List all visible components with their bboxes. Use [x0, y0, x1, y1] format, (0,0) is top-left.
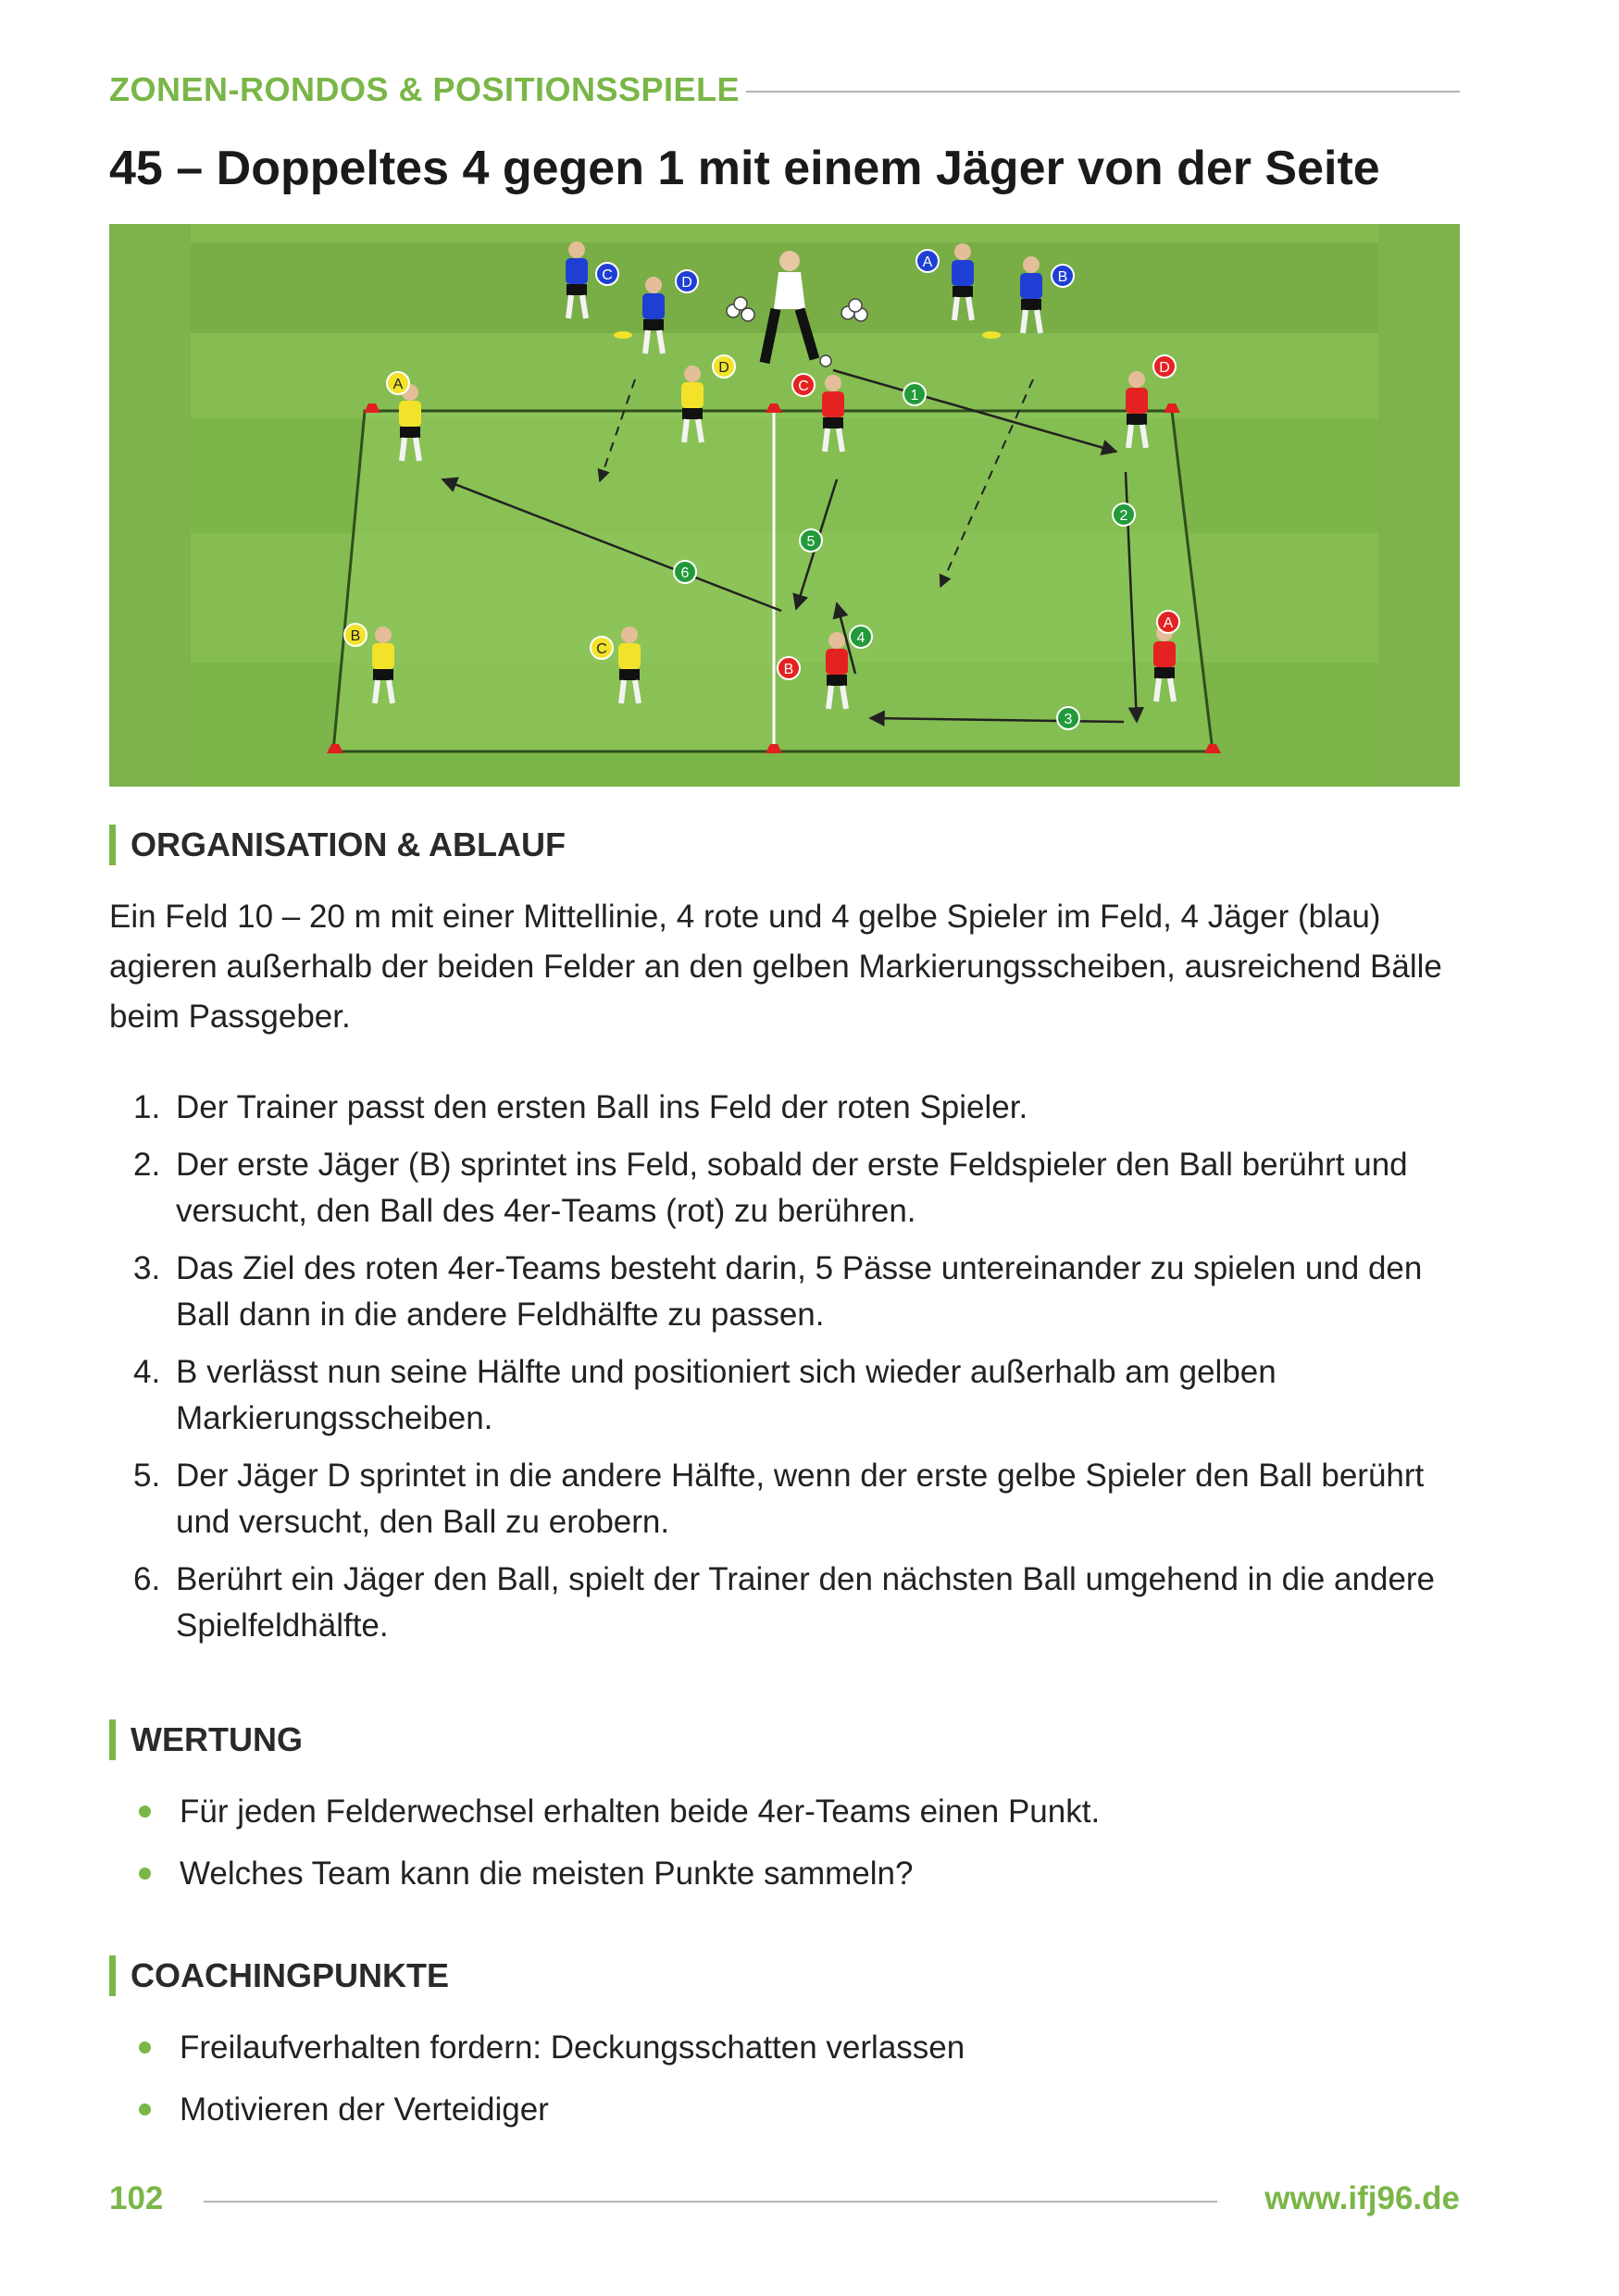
- organisation-heading: ORGANISATION & ABLAUF: [109, 825, 566, 865]
- svg-text:D: D: [681, 275, 692, 291]
- section-label: ZONEN-RONDOS & POSITIONSSPIELE: [109, 70, 741, 108]
- svg-text:B: B: [1057, 269, 1068, 285]
- list-item: Welches Team kann die meisten Punkte sammeln?: [109, 1850, 1460, 1898]
- yellow-label-badge: [713, 355, 735, 378]
- svg-text:5: 5: [806, 534, 816, 550]
- svg-text:3: 3: [1064, 712, 1073, 727]
- red-label-badge: [792, 374, 815, 396]
- svg-text:1: 1: [910, 388, 919, 403]
- list-item: 3. Das Ziel des roten 4er-Teams besteht darin, 5 Pässe untereinander zu spielen und den Ball dann in die andere Feldhälfte zu passen.: [133, 1250, 1423, 1333]
- page-footer: [109, 2180, 1460, 2221]
- hunter-label-badge: [1052, 265, 1074, 287]
- right-field-outline: [774, 411, 1213, 751]
- steps-list: [109, 1085, 1460, 1660]
- list-item: Für jeden Felderwechsel erhalten beide 4er-Teams einen Punkt.: [109, 1788, 1460, 1836]
- header-divider: [746, 91, 1460, 93]
- svg-text:6: 6: [680, 565, 690, 581]
- svg-text:D: D: [718, 360, 729, 376]
- svg-text:D: D: [1159, 360, 1170, 376]
- hunter-label-badge: [596, 263, 618, 285]
- svg-text:C: C: [596, 641, 607, 657]
- organisation-text: Ein Feld 10 – 20 m mit einer Mittellinie, 4 rote und 4 gelbe Spieler im Feld, 4 Jäger (blau) agieren außerhalb der beiden Felder an den gelben Markierungsscheiben, ausreichend Bälle beim Passgeber.: [109, 899, 1442, 1035]
- wertung-heading: WERTUNG: [109, 1719, 303, 1760]
- list-item: Motivieren der Verteidiger: [109, 2086, 1460, 2134]
- list-item: Freilaufverhalten fordern: Deckungsschatten verlassen: [109, 2024, 1460, 2072]
- pass-number-badge: [1057, 707, 1079, 729]
- page-header: [109, 70, 1460, 111]
- red-label-badge: [778, 657, 800, 679]
- coaching-heading: COACHINGPUNKTE: [109, 1955, 449, 1996]
- svg-text:4: 4: [856, 630, 866, 646]
- yellow-label-badge: [591, 637, 613, 659]
- svg-text:A: A: [392, 377, 404, 392]
- website-link[interactable]: www.ifj96.de: [1264, 2180, 1460, 2216]
- list-item: 6. Berührt ein Jäger den Ball, spielt der Trainer den nächsten Ball umgehend in die andere Spielfeldhälfte.: [133, 1561, 1436, 1644]
- bullet-icon: [139, 2042, 151, 2054]
- drill-diagram: [109, 224, 1460, 787]
- bullet-icon: [139, 2104, 151, 2116]
- svg-text:C: C: [798, 379, 809, 394]
- list-item: 4. B verlässt nun seine Hälfte und positioniert sich wieder außerhalb am gelben Markierungsscheiben.: [133, 1354, 1277, 1436]
- list-item: 2. Der erste Jäger (B) sprintet ins Feld, sobald der erste Feldspieler den Ball berührt und versucht, den Ball des 4er-Teams (rot) zu berühren.: [133, 1147, 1408, 1229]
- wertung-list: [109, 1788, 1460, 1912]
- pass-number-badge: [850, 626, 872, 648]
- red-label-badge: [1153, 355, 1176, 378]
- svg-text:B: B: [350, 628, 361, 644]
- svg-text:A: A: [1163, 615, 1174, 631]
- list-item: 5. Der Jäger D sprintet in die andere Hälfte, wenn der erste gelbe Spieler den Ball berührt und versucht, den Ball zu erobern.: [133, 1458, 1425, 1540]
- coaching-list: [109, 2024, 1460, 2148]
- hunter-label-badge: [676, 270, 698, 292]
- page-number: 102: [109, 2180, 164, 2216]
- hunter-label-badge: [916, 250, 939, 272]
- pass-number-badge: [800, 529, 822, 552]
- red-label-badge: [1157, 611, 1179, 633]
- pass-number-badge: [903, 383, 926, 405]
- svg-text:A: A: [922, 254, 933, 270]
- pass-number-badge: [1113, 503, 1135, 526]
- yellow-label-badge: [344, 624, 367, 646]
- svg-text:C: C: [602, 267, 613, 283]
- bullet-icon: [139, 1806, 151, 1818]
- pass-number-badge: [674, 561, 696, 583]
- svg-text:2: 2: [1119, 508, 1128, 524]
- yellow-label-badge: [387, 372, 409, 394]
- bullet-icon: [139, 1868, 151, 1880]
- page-title: 45 – Doppeltes 4 gegen 1 mit einem Jäger von der Seite: [109, 142, 1380, 195]
- list-item: 1. Der Trainer passt den ersten Ball ins Feld der roten Spieler.: [133, 1089, 1028, 1125]
- svg-text:B: B: [783, 662, 794, 677]
- footer-divider: [204, 2201, 1217, 2203]
